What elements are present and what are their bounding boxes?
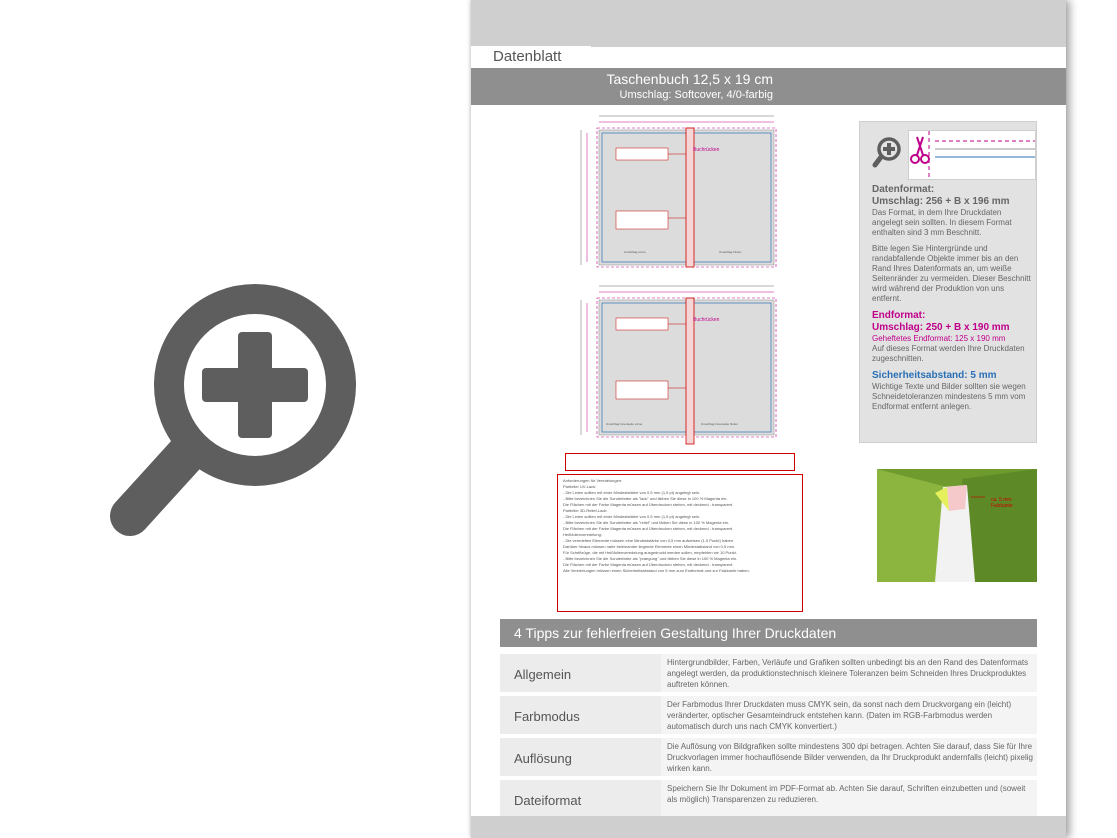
book-title: Taschenbuch 12,5 x 19 cm [606,71,773,87]
end-format-title: Endformat: [872,310,926,321]
format-info-panel [859,121,1037,443]
cover-template-inside [571,278,781,446]
data-format-text-2: Bitte legen Sie Hintergründe und randabfallende Objekte immer bis an den Rand Ihres Datenformats an, um weiße Seitenränder zu vermeiden. Dieser Beschnitt wird während der Produktion von uns entfernt. [872,244,1031,303]
zoom-in-icon[interactable] [110,280,360,550]
end-format-text-2: Auf dieses Format werden Ihre Druckdaten zugeschnitten. [872,344,1025,363]
spine-note [565,453,795,471]
tip-text: Der Farbmodus Ihrer Druckdaten muss CMYK sein, da sonst nach dem Druckvorgang ein (leicht) veränderter, optischer Gesamteindruck entstehen kann. (Daten im RGB-Farbmodus werden automatisch durch uns nach CMYK konvertiert.) [661,696,1037,734]
data-format-value: Umschlag: 256 + B x 196 mm [872,196,1010,207]
tips-heading: 4 Tipps zur fehlerfreien Gestaltung Ihrer Druckdaten [500,619,1037,647]
tip-label: Auflösung [500,738,661,776]
scissors-icon [909,131,1035,179]
tip-row [500,654,1037,692]
bottom-bar [471,816,1066,838]
safety-margin-title: Sicherheitsabstand: 5 mm [872,370,997,381]
tip-label: Farbmodus [500,696,661,734]
tip-row [500,738,1037,776]
spine-label-inside: Buchrücken [693,317,720,323]
tip-text: Die Auflösung von Bildgrafiken sollte mindestens 300 dpi betragen. Achten Sie darauf, dass Sie für Ihre Druckvorlagen immer hochauflösende Bilder verwenden, da Ihr Druckprodukt andernfalls (leicht) pixelig wirken kann. [661,738,1037,776]
data-format-title: Datenformat: [872,184,935,195]
spine-label: Buchrücken [693,147,720,153]
fold-edge-label: ca. 5 mm Falzkante [991,497,1013,509]
safety-margin-text: Wichtige Texte und Bilder sollten sie wegen Schneidetoleranzen mindestens 5 mm vom Endformat entfernt anlegen. [872,382,1026,411]
tip-row [500,696,1037,734]
cut-preview-thumbnail [908,130,1036,180]
finishing-requirements-note: Anforderungen für Veredelungen: Partieller UV-Lack: - Die Linien sollten mit einer Mindeststärke von 0,5 mm (1,5 pt) angelegt sein. - Bitte bezeichnen Sie die Sonderfarbe als "lack" und färben Sie diese in 100 % Magenta ein. Die Flächen mit der Farbe Magenta müssen auf Überdrucken stehen, mit deckend - transparent Partieller 3D-Relief-Lack: - Die Linien sollten mit einer Mindeststärke von 0,5 mm (1,5 pt) angelegt sein. - Bitte bezeichnen Sie die Sonderfarbe als "relief" und färben Sie diese in 100 % Magenta ein. Die Flächen mit der Farbe Magenta müssen auf Überdrucken stehen, mit deckend - transparent Heißfolienveredelung: - Die veredelten Elemente müssen eine Mindeststärke von 0,5 mm aufweisen (1,5 Punkt) haben. Darüber hinaus müssen nahe beieinander liegende Elemente einen Mindestabstand von 0,5 mm. Für Schriftzüge, die mit Heißfolienveredelung ausgedruckt werden sollen, empfehlen wir 10 Punkt. - Bitte bezeichnen Sie die Sonderfarbe als "praegung" und färben Sie diese in 100 % Magenta ein. Die Flächen mit der Farbe Magenta müssen auf Überdrucken stehen, mit deckend - transparent Alle Veredelungen müssen einen Sicherheitsabstand von 5 mm zum Endformat und zur Falzkante haben. [557,474,803,612]
tip-label: Dateiformat [500,780,661,818]
book-subtitle: Umschlag: Softcover, 4/0-farbig [619,89,773,101]
fold-edge-illustration [877,469,1037,582]
tip-row [500,780,1037,818]
data-format-text: Das Format, in dem Ihre Druckdaten angelegt sein sollten. In diesem Format enthalten sind 3 mm Beschnitt. [872,208,1012,237]
tip-label: Allgemein [500,654,661,692]
top-bar [471,0,1066,47]
inside-back-label: Umschlag Innenseite hinten [701,422,739,426]
tip-text: Speichern Sie Ihr Dokument im PDF-Format ab. Achten Sie darauf, Schriften einzubetten und (soweit als möglich) Transparenzen zu reduzieren. [661,780,1037,818]
end-format-value: Umschlag: 250 + B x 190 mm [872,322,1010,333]
datasheet-tab: Datenblatt [471,46,591,68]
tip-text: Hintergrundbilder, Farben, Verläufe und Grafiken sollten unbedingt bis an den Rand des Datenformats angelegt werden, da produktionstechnisch kleinere Toleranzen beim Schneiden Ihres Druckproduktes auftreten können. [661,654,1037,692]
datasheet-page [471,0,1066,838]
zoom-in-icon-small[interactable] [872,136,902,170]
front-cover-label: Umschlag vorne [624,250,646,254]
cover-template-outside [571,108,781,273]
end-format-text: Geheftetes Endformat: 125 x 190 mm [872,334,1006,343]
inside-front-label: Umschlag Innenseite vorne [606,422,643,426]
back-cover-label: Umschlag hinten [719,250,742,254]
